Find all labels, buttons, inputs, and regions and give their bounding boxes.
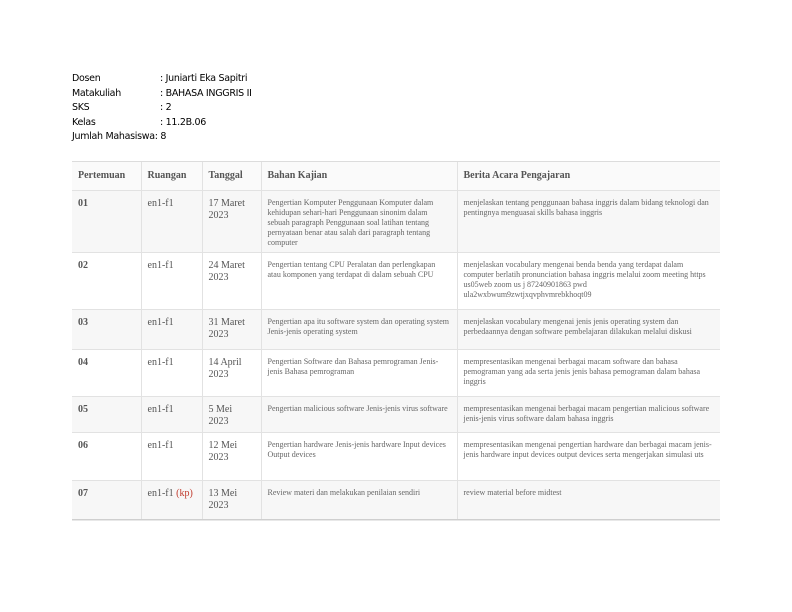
cell-tanggal: 5 Mei 2023 [202,397,261,433]
info-dosen [72,72,252,87]
info-jumlah-mahasiswa [72,130,252,145]
cell-tanggal: 17 Maret 2023 [202,191,261,253]
info-label: Matakuliah [72,87,121,99]
room-code: en1-f1 [147,260,174,271]
cell-ruangan [141,397,202,433]
info-value: : BAHASA INGGRIS II [160,87,252,99]
info-value: : 8 [154,131,167,142]
cell-berita-acara: mempresentasikan mengenai berbagai macam pengertian malicious software jenis-jenis virus software dalam bahasa inggris [457,397,720,433]
info-matakuliah [72,87,252,102]
cell-berita-acara: mempresentasikan mengenai pengertian hardware dan berbagai macam jenis-jenis hardware input devices output devices serta mengerjakan simulasi uts [457,433,720,481]
room-tag: (kp) [176,488,193,499]
cell-berita-acara: mempresentasikan mengenai berbagai macam software dan bahasa pemograman yang ada serta jenis jenis bahasa pemograman dalam bahasa inggris [457,350,720,397]
cell-tanggal: 31 Maret 2023 [202,310,261,350]
room-code: en1-f1 [147,357,174,368]
cell-bahan-kajian: Pengertian Komputer Penggunaan Komputer dalam kehidupan sehari-hari Penggunaan sinonim dalam sebuah paragraph Penggunaan soal latihan tentang pernyataan benar atau salah dari paragraph tentang computer [261,191,457,253]
cell-tanggal: 14 April 2023 [202,350,261,397]
cell-ruangan [141,433,202,481]
cell-ruangan [141,350,202,397]
info-label: Dosen [72,73,101,84]
info-value: : 2 [160,102,172,113]
info-label: Jumlah Mahasiswa [72,131,155,142]
info-label: Kelas [72,116,96,128]
room-code: en1-f1 [147,404,174,415]
table-row [72,481,720,519]
room-code: en1-f1 [147,317,174,328]
info-sks [72,101,252,116]
info-label: SKS [72,102,90,113]
cell-pertemuan: 05 [72,397,141,433]
cell-berita-acara: menjelaskan vocabulary mengenai benda benda yang terdapat dalam computer berlatih pronunciation bahasa inggris melalui zoom meeting https us05web zoom us j 87240901863 pwd ula2wxbwum9zwtjxqvphvmrebkhoqt09 [457,253,720,310]
cell-tanggal: 13 Mei 2023 [202,481,261,519]
cell-pertemuan: 02 [72,253,141,310]
cell-ruangan [141,191,202,253]
cell-pertemuan: 04 [72,350,141,397]
cell-pertemuan: 07 [72,481,141,519]
room-code: en1-f1 [147,440,174,451]
cell-bahan-kajian: Pengertian hardware Jenis-jenis hardware Input devices Output devices [261,433,457,481]
cell-berita-acara: menjelaskan vocabulary mengenai jenis jenis operating system dan perbedaannya dengan software pembelajaran dilakukan melalui diskusi [457,310,720,350]
table-row [72,310,720,350]
cell-bahan-kajian: Review materi dan melakukan penilaian sendiri [261,481,457,519]
table-row [72,433,720,481]
cell-tanggal: 12 Mei 2023 [202,433,261,481]
room-code: en1-f1 [147,198,174,209]
attendance-table-container [72,161,720,520]
table-row [72,350,720,397]
header-pertemuan: Pertemuan [72,162,141,191]
header-bahan-kajian: Bahan Kajian [261,162,457,191]
cell-pertemuan: 01 [72,191,141,253]
room-code: en1-f1 [147,488,174,499]
cell-tanggal: 24 Maret 2023 [202,253,261,310]
header-berita-acara: Berita Acara Pengajaran [457,162,720,191]
info-value: : Juniarti Eka Sapitri [160,73,248,84]
table-header-row [72,162,720,191]
cell-berita-acara: menjelaskan tentang penggunaan bahasa inggris dalam bidang teknologi dan pentingnya menguasai skills bahasa inggris [457,191,720,253]
table-row [72,397,720,433]
cell-ruangan [141,253,202,310]
cell-bahan-kajian: Pengertian Software dan Bahasa pemrograman Jenis-jenis Bahasa pemrograman [261,350,457,397]
cell-bahan-kajian: Pengertian malicious software Jenis-jenis virus software [261,397,457,433]
attendance-table [72,162,720,519]
cell-bahan-kajian: Pengertian tentang CPU Peralatan dan perlengkapan atau komponen yang terdapat di dalam sebuah CPU [261,253,457,310]
cell-ruangan [141,310,202,350]
table-row [72,253,720,310]
cell-bahan-kajian: Pengertian apa itu software system dan operating system Jenis-jenis operating system [261,310,457,350]
cell-ruangan [141,481,202,519]
info-kelas [72,116,252,131]
info-value: : 11.2B.06 [160,116,206,128]
cell-berita-acara: review material before midtest [457,481,720,519]
header-tanggal: Tanggal [202,162,261,191]
table-row [72,191,720,253]
header-ruangan: Ruangan [141,162,202,191]
course-info [72,72,252,145]
cell-pertemuan: 03 [72,310,141,350]
cell-pertemuan: 06 [72,433,141,481]
